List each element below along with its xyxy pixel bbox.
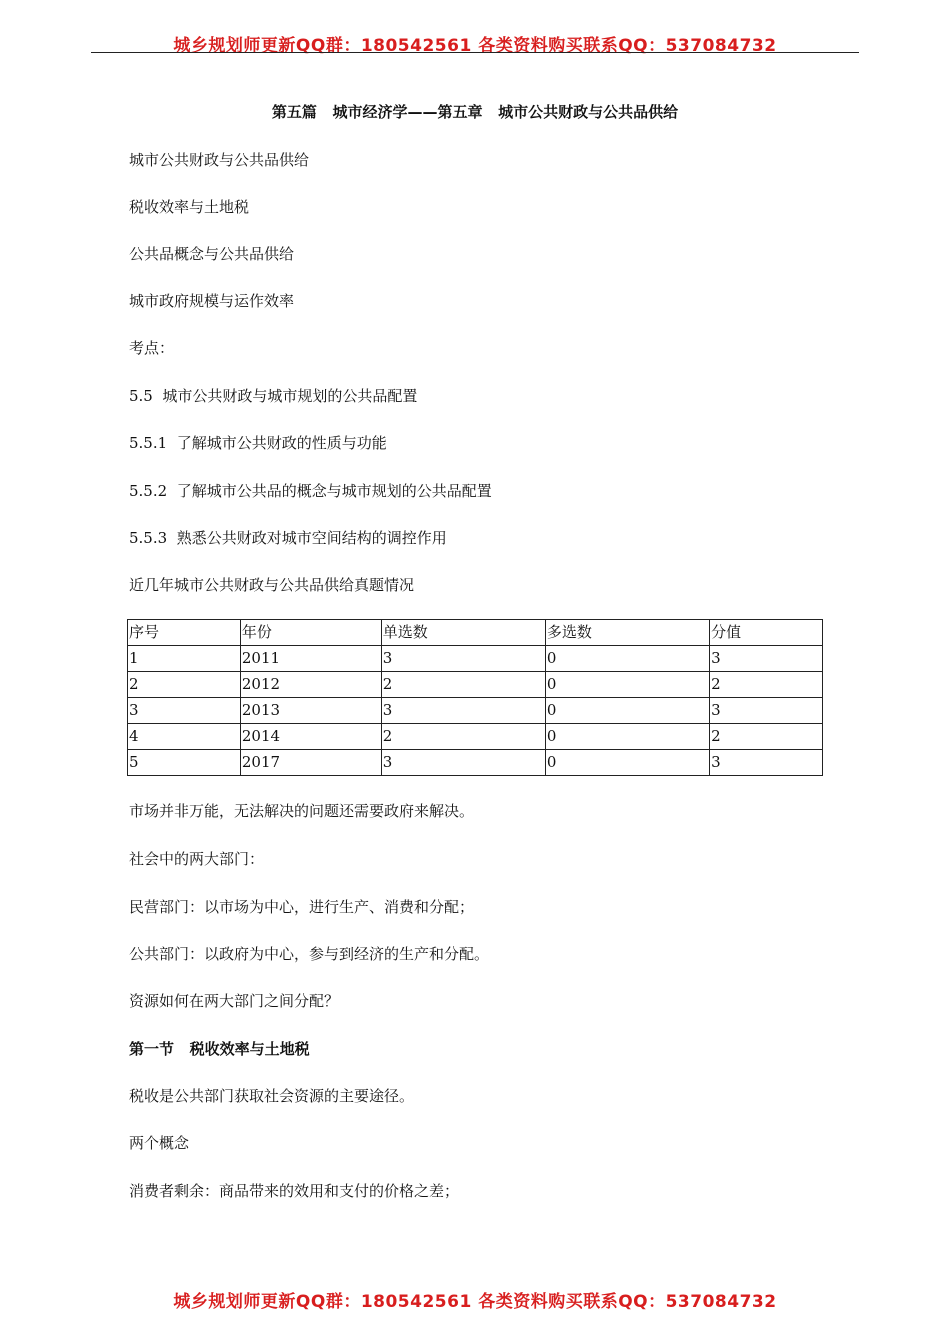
paragraph: 5.5.1 了解城市公共财政的性质与功能: [129, 434, 387, 452]
table-cell: 2012: [240, 672, 381, 698]
table-cell: 3: [381, 646, 545, 672]
header-banner: 城乡规划师更新QQ群：180542561 各类资料购买联系QQ：537084732: [173, 36, 777, 56]
table-cell: 2014: [240, 724, 381, 750]
paragraph: 城市政府规模与运作效率: [129, 292, 295, 310]
table-cell: 0: [545, 672, 709, 698]
paragraph: 5.5 城市公共财政与城市规划的公共品配置: [129, 387, 418, 405]
table-cell: 2: [128, 672, 241, 698]
table-header-cell: 年份: [240, 620, 381, 646]
table-row: [128, 672, 823, 698]
paragraph: 城市公共财政与公共品供给: [129, 151, 310, 169]
table-header-cell: 序号: [128, 620, 241, 646]
exam-stats-table: [127, 619, 823, 776]
paragraph: 两个概念: [129, 1134, 190, 1152]
paragraph: 5.5.3 熟悉公共财政对城市空间结构的调控作用: [129, 529, 447, 547]
table-header-cell: 多选数: [545, 620, 709, 646]
footer-banner: 城乡规划师更新QQ群：180542561 各类资料购买联系QQ：537084732: [173, 1292, 777, 1312]
table-row: [128, 724, 823, 750]
table-cell: 3: [710, 750, 823, 776]
paragraph: 资源如何在两大部门之间分配？: [129, 992, 340, 1010]
table-row: [128, 698, 823, 724]
table-cell: 4: [128, 724, 241, 750]
table-cell: 2: [710, 724, 823, 750]
table-header-row: [128, 620, 823, 646]
table-cell: 2: [381, 672, 545, 698]
paragraph: 消费者剩余：商品带来的效用和支付的价格之差；: [129, 1182, 460, 1200]
table-header-cell: 分值: [710, 620, 823, 646]
paragraph: 考点：: [129, 339, 175, 357]
table-cell: 3: [710, 646, 823, 672]
table-row: [128, 646, 823, 672]
table-cell: 2: [710, 672, 823, 698]
table-row: [128, 750, 823, 776]
paragraph: 公共部门：以政府为中心，参与到经济的生产和分配。: [129, 945, 490, 963]
table-cell: 3: [710, 698, 823, 724]
table-cell: 2011: [240, 646, 381, 672]
section-heading: 第一节 税收效率与土地税: [129, 1040, 310, 1058]
table-cell: 0: [545, 646, 709, 672]
table-cell: 2017: [240, 750, 381, 776]
table-cell: 1: [128, 646, 241, 672]
table-cell: 2013: [240, 698, 381, 724]
paragraph: 近几年城市公共财政与公共品供给真题情况: [129, 576, 415, 594]
paragraph: 税收效率与土地税: [129, 198, 250, 216]
table-cell: 5: [128, 750, 241, 776]
table-cell: 3: [128, 698, 241, 724]
paragraph: 民营部门：以市场为中心，进行生产、消费和分配；: [129, 898, 475, 916]
table-cell: 2: [381, 724, 545, 750]
paragraph: 市场并非万能，无法解决的问题还需要政府来解决。: [129, 802, 475, 820]
page-title: 第五篇 城市经济学——第五章 城市公共财政与公共品供给: [271, 103, 679, 121]
header-rule: [91, 52, 859, 53]
paragraph: 社会中的两大部门：: [129, 850, 265, 868]
paragraph: 税收是公共部门获取社会资源的主要途径。: [129, 1087, 415, 1105]
table-cell: 3: [381, 698, 545, 724]
paragraph: 5.5.2 了解城市公共品的概念与城市规划的公共品配置: [129, 482, 492, 500]
table-cell: 0: [545, 750, 709, 776]
table-cell: 0: [545, 698, 709, 724]
paragraph: 公共品概念与公共品供给: [129, 245, 295, 263]
table-cell: 3: [381, 750, 545, 776]
table-cell: 0: [545, 724, 709, 750]
table-header-cell: 单选数: [381, 620, 545, 646]
